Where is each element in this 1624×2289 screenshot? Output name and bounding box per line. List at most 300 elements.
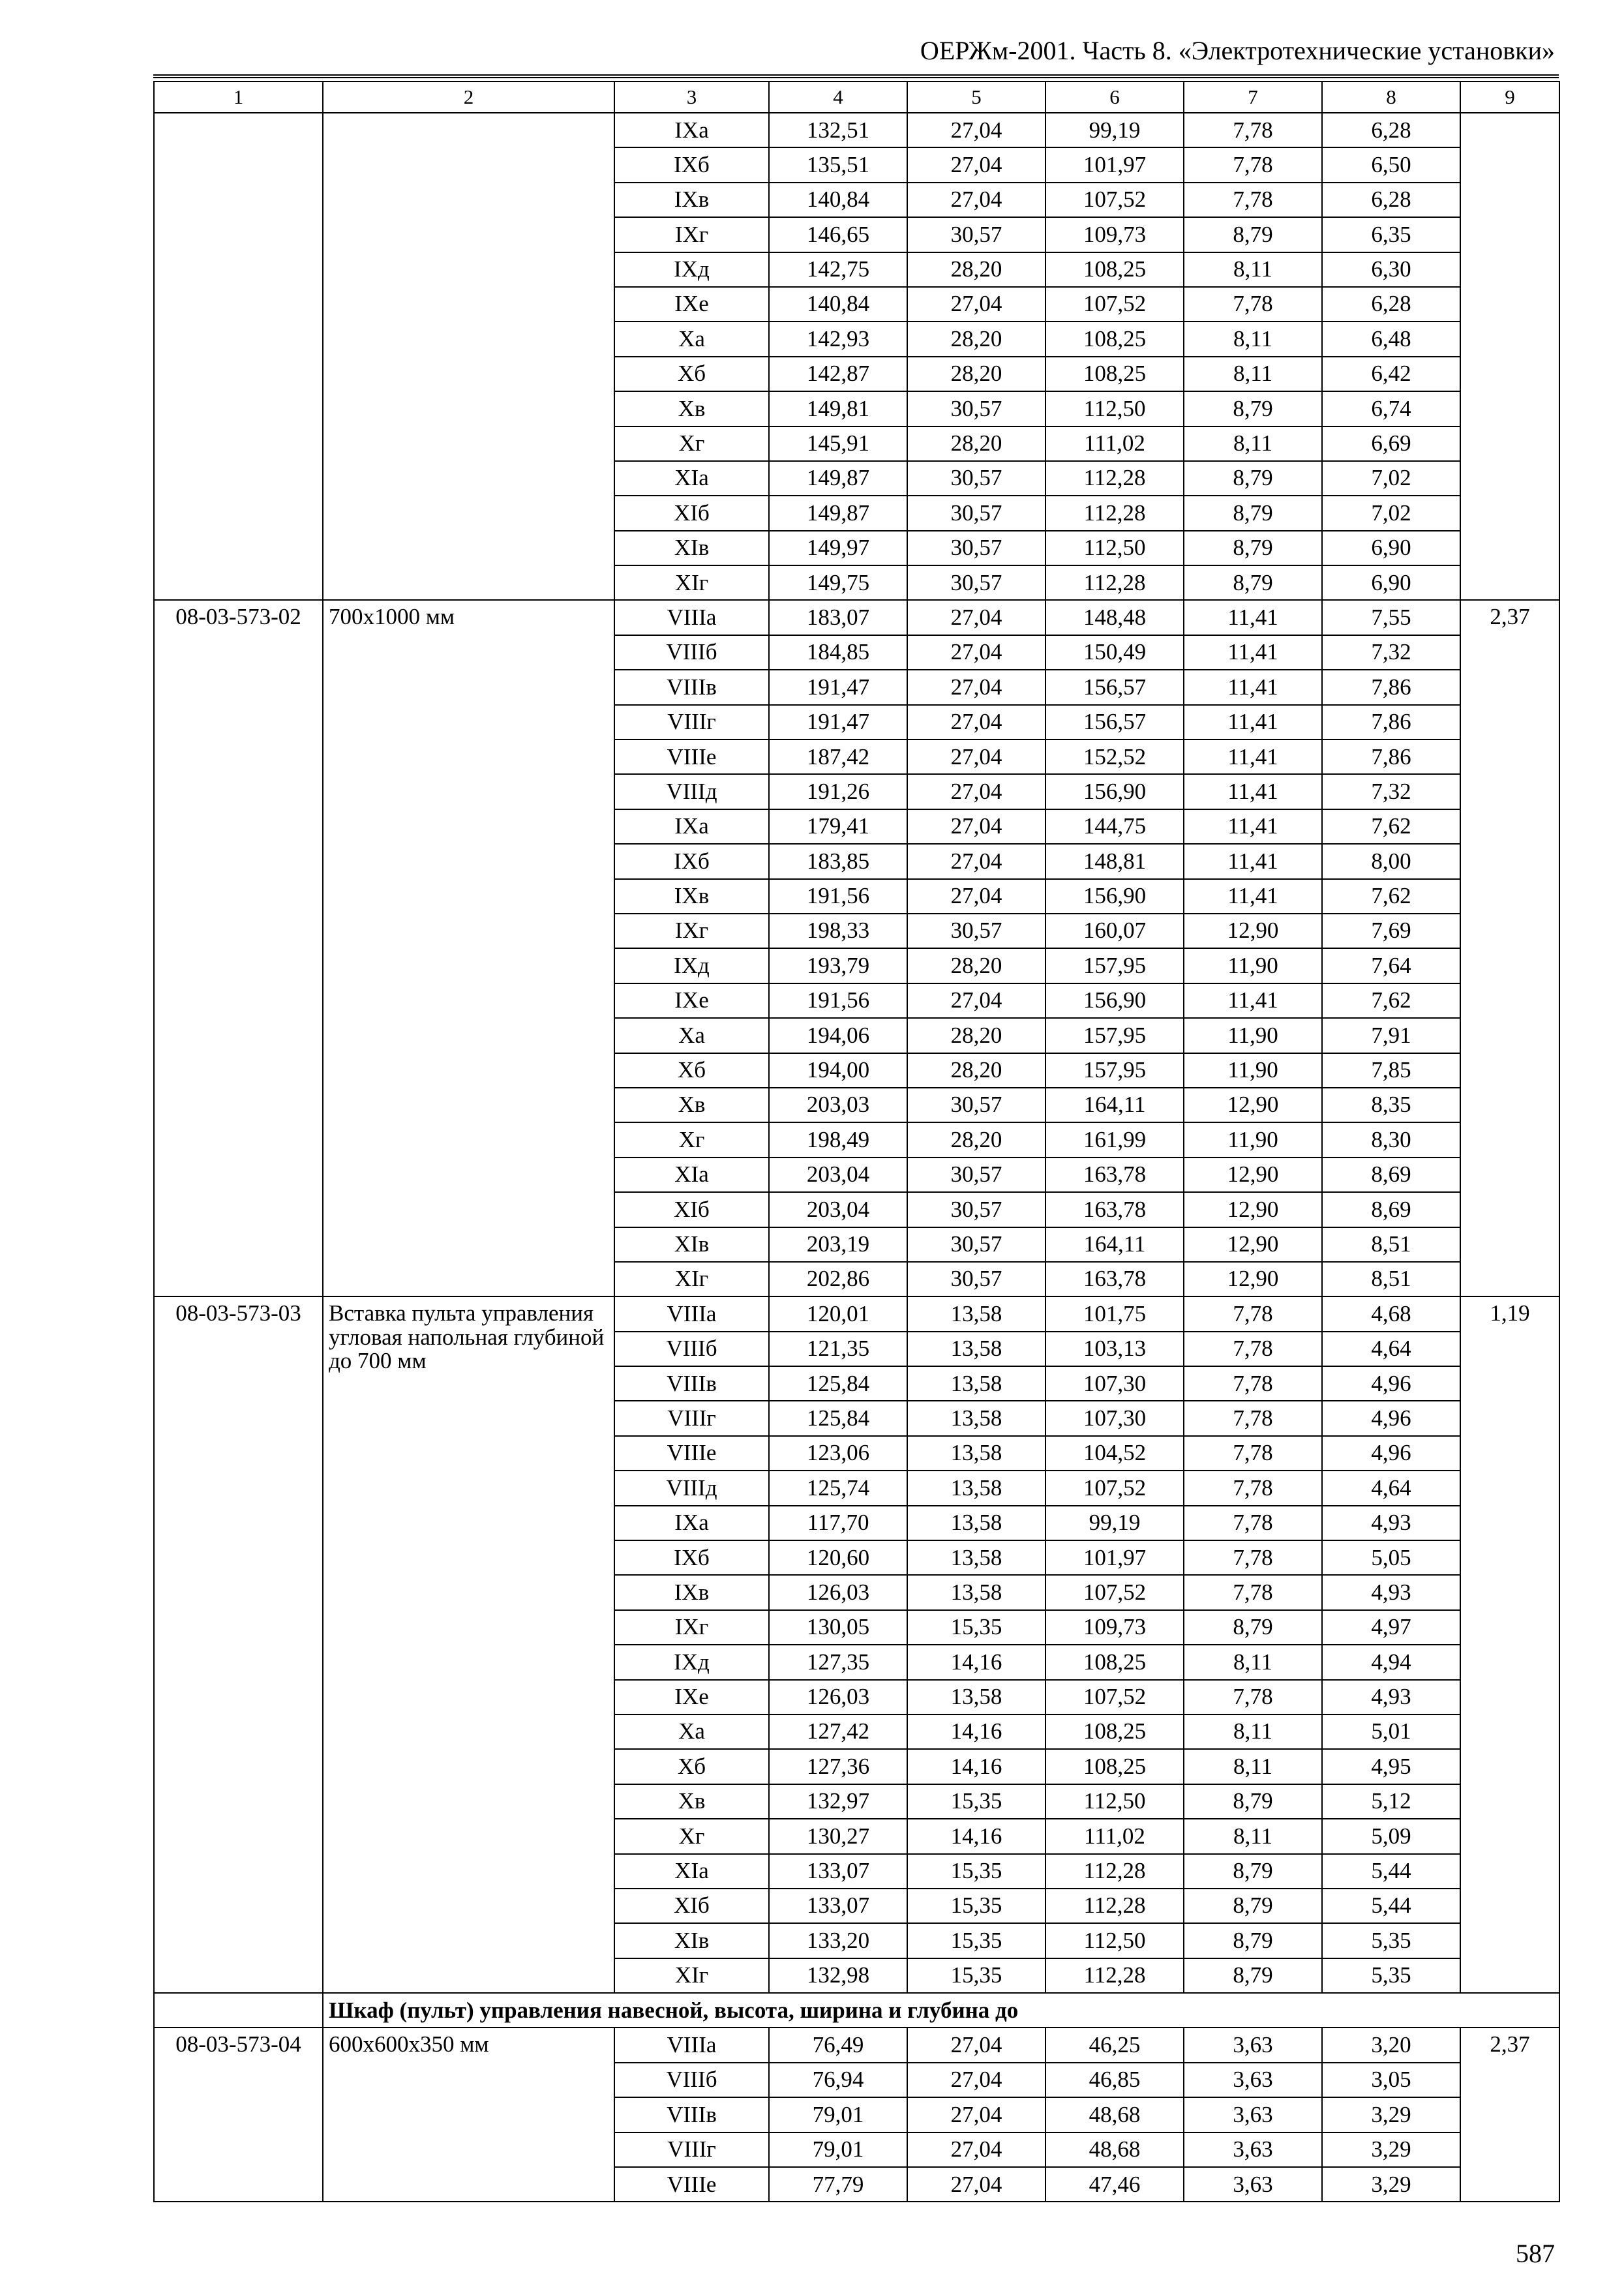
value-cell: 48,68	[1045, 2097, 1184, 2132]
value-cell: 7,78	[1184, 1332, 1322, 1366]
value-cell: 145,91	[769, 426, 907, 461]
value-cell: 150,49	[1045, 635, 1184, 670]
value-cell: 108,25	[1045, 1645, 1184, 1679]
region-code: IXа	[614, 809, 769, 844]
value-cell: 7,32	[1322, 774, 1460, 809]
value-cell: 198,33	[769, 914, 907, 948]
value-cell: 5,01	[1322, 1714, 1460, 1749]
value-cell: 187,42	[769, 740, 907, 774]
value-cell: 191,47	[769, 670, 907, 704]
value-cell: 149,75	[769, 565, 907, 600]
value-cell: 30,57	[907, 461, 1045, 496]
value-cell: 6,50	[1322, 147, 1460, 182]
value-cell: 7,78	[1184, 1680, 1322, 1714]
value-cell: 140,84	[769, 287, 907, 322]
section-spacer-cell	[154, 1993, 323, 2027]
rate-description	[323, 113, 614, 600]
value-cell: 13,58	[907, 1575, 1045, 1609]
column-number: 5	[907, 82, 1045, 113]
rates-table	[153, 81, 1560, 2202]
section-row	[154, 1993, 1559, 2027]
region-code: IXг	[614, 914, 769, 948]
value-cell: 6,42	[1322, 357, 1460, 391]
value-cell: 126,03	[769, 1575, 907, 1609]
region-code: VIIIг	[614, 2132, 769, 2167]
value-cell: 13,58	[907, 1296, 1045, 1331]
value-cell: 46,85	[1045, 2063, 1184, 2097]
value-cell: 3,05	[1322, 2063, 1460, 2097]
value-cell: 30,57	[907, 1088, 1045, 1122]
region-code: VIIIе	[614, 2167, 769, 2202]
value-cell: 120,60	[769, 1540, 907, 1575]
value-cell: 27,04	[907, 2027, 1045, 2062]
value-cell: 7,85	[1322, 1053, 1460, 1088]
value-cell: 14,16	[907, 1714, 1045, 1749]
region-code: VIIIв	[614, 1366, 769, 1401]
value-cell: 107,52	[1045, 1575, 1184, 1609]
value-cell: 184,85	[769, 635, 907, 670]
value-cell: 7,62	[1322, 879, 1460, 914]
value-cell: 13,58	[907, 1540, 1045, 1575]
value-cell: 79,01	[769, 2097, 907, 2132]
value-cell: 111,02	[1045, 426, 1184, 461]
value-cell: 179,41	[769, 809, 907, 844]
value-cell: 157,95	[1045, 1018, 1184, 1053]
value-cell: 5,35	[1322, 1958, 1460, 1993]
section-title: Шкаф (пульт) управления навесной, высота, ширина и глубина до	[323, 1993, 1559, 2027]
region-code: IXе	[614, 287, 769, 322]
value-cell: 11,41	[1184, 844, 1322, 878]
value-cell: 103,13	[1045, 1332, 1184, 1366]
value-cell: 8,79	[1184, 1958, 1322, 1993]
value-cell: 161,99	[1045, 1122, 1184, 1157]
region-code: Xб	[614, 1749, 769, 1784]
value-cell: 156,57	[1045, 670, 1184, 704]
value-cell: 27,04	[907, 147, 1045, 182]
value-cell: 27,04	[907, 844, 1045, 878]
value-cell: 11,41	[1184, 670, 1322, 704]
value-cell: 27,04	[907, 983, 1045, 1018]
value-cell: 7,78	[1184, 183, 1322, 217]
table-row	[154, 1296, 1559, 1331]
value-cell: 108,25	[1045, 322, 1184, 356]
region-code: VIIIе	[614, 1436, 769, 1471]
value-cell: 28,20	[907, 1018, 1045, 1053]
region-code: VIIIа	[614, 1296, 769, 1331]
value-cell: 6,28	[1322, 113, 1460, 147]
value-cell: 7,69	[1322, 914, 1460, 948]
value-cell: 4,97	[1322, 1610, 1460, 1645]
value-cell: 156,90	[1045, 774, 1184, 809]
value-cell: 149,87	[769, 496, 907, 530]
value-cell: 15,35	[907, 1610, 1045, 1645]
value-cell: 112,28	[1045, 1958, 1184, 1993]
rate-description: 700x1000 мм	[323, 600, 614, 1296]
value-cell: 144,75	[1045, 809, 1184, 844]
region-code: VIIIг	[614, 1401, 769, 1435]
table-row	[154, 113, 1559, 147]
value-cell: 77,79	[769, 2167, 907, 2202]
running-header: ОЕРЖм-2001. Часть 8. «Электротехнические установки»	[920, 36, 1555, 65]
value-cell: 15,35	[907, 1958, 1045, 1993]
value-cell: 8,79	[1184, 1854, 1322, 1889]
value-cell: 7,78	[1184, 1506, 1322, 1540]
value-cell: 4,95	[1322, 1749, 1460, 1784]
value-cell: 48,68	[1045, 2132, 1184, 2167]
value-cell: 194,00	[769, 1053, 907, 1088]
value-cell: 76,49	[769, 2027, 907, 2062]
value-cell: 8,11	[1184, 1645, 1322, 1679]
value-cell: 4,93	[1322, 1575, 1460, 1609]
value-cell: 7,62	[1322, 983, 1460, 1018]
region-code: XIб	[614, 496, 769, 530]
value-cell: 12,90	[1184, 1192, 1322, 1227]
value-cell: 4,64	[1322, 1332, 1460, 1366]
value-cell: 79,01	[769, 2132, 907, 2167]
value-cell: 104,52	[1045, 1436, 1184, 1471]
value-cell: 101,97	[1045, 1540, 1184, 1575]
region-code: VIIIв	[614, 2097, 769, 2132]
value-cell: 7,78	[1184, 1366, 1322, 1401]
region-code: Xв	[614, 1784, 769, 1819]
region-code: IXд	[614, 252, 769, 287]
value-cell: 112,50	[1045, 531, 1184, 565]
value-cell: 111,02	[1045, 1819, 1184, 1853]
value-cell: 149,87	[769, 461, 907, 496]
weight-value: 2,37	[1460, 600, 1559, 1296]
value-cell: 157,95	[1045, 948, 1184, 983]
value-cell: 14,16	[907, 1819, 1045, 1853]
column-number: 1	[154, 82, 323, 113]
weight-value: 2,37	[1460, 2027, 1559, 2202]
region-code: IXд	[614, 1645, 769, 1679]
value-cell: 7,02	[1322, 496, 1460, 530]
value-cell: 6,30	[1322, 252, 1460, 287]
value-cell: 194,06	[769, 1018, 907, 1053]
value-cell: 127,36	[769, 1749, 907, 1784]
column-number: 2	[323, 82, 614, 113]
value-cell: 8,11	[1184, 357, 1322, 391]
value-cell: 193,79	[769, 948, 907, 983]
value-cell: 130,27	[769, 1819, 907, 1853]
value-cell: 8,51	[1322, 1262, 1460, 1296]
value-cell: 121,35	[769, 1332, 907, 1366]
value-cell: 12,90	[1184, 1088, 1322, 1122]
value-cell: 8,79	[1184, 1923, 1322, 1958]
value-cell: 28,20	[907, 948, 1045, 983]
value-cell: 112,28	[1045, 565, 1184, 600]
value-cell: 15,35	[907, 1923, 1045, 1958]
value-cell: 8,79	[1184, 496, 1322, 530]
value-cell: 117,70	[769, 1506, 907, 1540]
rate-code	[154, 113, 323, 600]
value-cell: 107,52	[1045, 183, 1184, 217]
value-cell: 8,11	[1184, 426, 1322, 461]
value-cell: 15,35	[907, 1889, 1045, 1923]
value-cell: 156,57	[1045, 705, 1184, 740]
value-cell: 142,93	[769, 322, 907, 356]
value-cell: 27,04	[907, 879, 1045, 914]
value-cell: 6,28	[1322, 287, 1460, 322]
value-cell: 3,63	[1184, 2097, 1322, 2132]
region-code: Xв	[614, 391, 769, 426]
value-cell: 28,20	[907, 1122, 1045, 1157]
value-cell: 12,90	[1184, 1227, 1322, 1262]
value-cell: 7,78	[1184, 1296, 1322, 1331]
value-cell: 112,50	[1045, 391, 1184, 426]
value-cell: 125,84	[769, 1401, 907, 1435]
value-cell: 163,78	[1045, 1158, 1184, 1192]
weight-value	[1460, 113, 1559, 600]
value-cell: 8,11	[1184, 1714, 1322, 1749]
value-cell: 191,56	[769, 879, 907, 914]
region-code: XIа	[614, 1158, 769, 1192]
value-cell: 203,04	[769, 1192, 907, 1227]
value-cell: 109,73	[1045, 217, 1184, 252]
value-cell: 133,20	[769, 1923, 907, 1958]
value-cell: 30,57	[907, 1262, 1045, 1296]
table-row	[154, 600, 1559, 635]
value-cell: 148,48	[1045, 600, 1184, 635]
value-cell: 11,90	[1184, 1053, 1322, 1088]
value-cell: 8,35	[1322, 1088, 1460, 1122]
value-cell: 3,29	[1322, 2167, 1460, 2202]
value-cell: 3,29	[1322, 2097, 1460, 2132]
value-cell: 112,28	[1045, 1854, 1184, 1889]
region-code: VIIIб	[614, 2063, 769, 2097]
value-cell: 13,58	[907, 1401, 1045, 1435]
value-cell: 132,51	[769, 113, 907, 147]
region-code: VIIIв	[614, 670, 769, 704]
value-cell: 112,28	[1045, 461, 1184, 496]
value-cell: 135,51	[769, 147, 907, 182]
region-code: IXа	[614, 113, 769, 147]
value-cell: 8,79	[1184, 461, 1322, 496]
value-cell: 8,79	[1184, 217, 1322, 252]
region-code: Xг	[614, 1122, 769, 1157]
value-cell: 164,11	[1045, 1227, 1184, 1262]
value-cell: 108,25	[1045, 357, 1184, 391]
value-cell: 164,11	[1045, 1088, 1184, 1122]
value-cell: 6,90	[1322, 565, 1460, 600]
value-cell: 6,48	[1322, 322, 1460, 356]
rate-description: Вставка пульта управления угловая напольная глубиной до 700 мм	[323, 1296, 614, 1993]
region-code: XIг	[614, 1958, 769, 1993]
column-number: 6	[1045, 82, 1184, 113]
value-cell: 7,78	[1184, 1436, 1322, 1471]
value-cell: 3,63	[1184, 2132, 1322, 2167]
value-cell: 202,86	[769, 1262, 907, 1296]
value-cell: 3,63	[1184, 2167, 1322, 2202]
value-cell: 133,07	[769, 1889, 907, 1923]
value-cell: 152,52	[1045, 740, 1184, 774]
value-cell: 8,11	[1184, 1819, 1322, 1853]
value-cell: 112,28	[1045, 496, 1184, 530]
value-cell: 7,64	[1322, 948, 1460, 983]
value-cell: 6,35	[1322, 217, 1460, 252]
value-cell: 4,94	[1322, 1645, 1460, 1679]
rate-description: 600x600x350 мм	[323, 2027, 614, 2202]
value-cell: 15,35	[907, 1784, 1045, 1819]
value-cell: 203,04	[769, 1158, 907, 1192]
value-cell: 203,19	[769, 1227, 907, 1262]
value-cell: 4,96	[1322, 1436, 1460, 1471]
region-code: IXв	[614, 183, 769, 217]
region-code: Xа	[614, 1018, 769, 1053]
region-code: VIIIа	[614, 600, 769, 635]
region-code: XIа	[614, 461, 769, 496]
value-cell: 5,44	[1322, 1854, 1460, 1889]
value-cell: 146,65	[769, 217, 907, 252]
value-cell: 7,78	[1184, 1401, 1322, 1435]
value-cell: 12,90	[1184, 914, 1322, 948]
table-row	[154, 2027, 1559, 2062]
value-cell: 27,04	[907, 600, 1045, 635]
value-cell: 157,95	[1045, 1053, 1184, 1088]
value-cell: 107,52	[1045, 1680, 1184, 1714]
value-cell: 108,25	[1045, 252, 1184, 287]
value-cell: 11,41	[1184, 635, 1322, 670]
value-cell: 126,03	[769, 1680, 907, 1714]
value-cell: 27,04	[907, 670, 1045, 704]
value-cell: 13,58	[907, 1680, 1045, 1714]
region-code: IXа	[614, 1506, 769, 1540]
value-cell: 7,78	[1184, 147, 1322, 182]
value-cell: 125,84	[769, 1366, 907, 1401]
header-rule	[153, 74, 1559, 78]
value-cell: 47,46	[1045, 2167, 1184, 2202]
value-cell: 8,79	[1184, 565, 1322, 600]
value-cell: 109,73	[1045, 1610, 1184, 1645]
region-code: XIв	[614, 1227, 769, 1262]
region-code: VIIIг	[614, 705, 769, 740]
region-code: Xа	[614, 1714, 769, 1749]
value-cell: 5,05	[1322, 1540, 1460, 1575]
value-cell: 107,52	[1045, 287, 1184, 322]
value-cell: 76,94	[769, 2063, 907, 2097]
value-cell: 28,20	[907, 1053, 1045, 1088]
value-cell: 149,97	[769, 531, 907, 565]
value-cell: 11,90	[1184, 1018, 1322, 1053]
region-code: IXд	[614, 948, 769, 983]
region-code: VIIIд	[614, 1471, 769, 1505]
value-cell: 163,78	[1045, 1192, 1184, 1227]
value-cell: 46,25	[1045, 2027, 1184, 2062]
value-cell: 27,04	[907, 287, 1045, 322]
value-cell: 13,58	[907, 1436, 1045, 1471]
value-cell: 107,30	[1045, 1366, 1184, 1401]
value-cell: 123,06	[769, 1436, 907, 1471]
value-cell: 6,74	[1322, 391, 1460, 426]
rate-code: 08-03-573-04	[154, 2027, 323, 2202]
value-cell: 7,78	[1184, 113, 1322, 147]
region-code: Xв	[614, 1088, 769, 1122]
value-cell: 4,96	[1322, 1401, 1460, 1435]
value-cell: 28,20	[907, 322, 1045, 356]
value-cell: 11,41	[1184, 983, 1322, 1018]
region-code: IXв	[614, 879, 769, 914]
value-cell: 27,04	[907, 705, 1045, 740]
value-cell: 8,11	[1184, 322, 1322, 356]
value-cell: 27,04	[907, 183, 1045, 217]
value-cell: 8,51	[1322, 1227, 1460, 1262]
column-number: 3	[614, 82, 769, 113]
value-cell: 14,16	[907, 1749, 1045, 1784]
value-cell: 191,26	[769, 774, 907, 809]
value-cell: 132,98	[769, 1958, 907, 1993]
region-code: XIг	[614, 565, 769, 600]
value-cell: 132,97	[769, 1784, 907, 1819]
value-cell: 6,69	[1322, 426, 1460, 461]
region-code: XIв	[614, 531, 769, 565]
value-cell: 160,07	[1045, 914, 1184, 948]
region-code: VIIIд	[614, 774, 769, 809]
value-cell: 14,16	[907, 1645, 1045, 1679]
value-cell: 133,07	[769, 1854, 907, 1889]
region-code: XIа	[614, 1854, 769, 1889]
value-cell: 11,41	[1184, 705, 1322, 740]
rate-code: 08-03-573-02	[154, 600, 323, 1296]
value-cell: 30,57	[907, 531, 1045, 565]
value-cell: 156,90	[1045, 983, 1184, 1018]
region-code: IXг	[614, 1610, 769, 1645]
value-cell: 5,09	[1322, 1819, 1460, 1853]
region-code: IXб	[614, 844, 769, 878]
value-cell: 99,19	[1045, 113, 1184, 147]
region-code: IXе	[614, 1680, 769, 1714]
value-cell: 30,57	[907, 1192, 1045, 1227]
value-cell: 125,74	[769, 1471, 907, 1505]
value-cell: 198,49	[769, 1122, 907, 1157]
value-cell: 12,90	[1184, 1158, 1322, 1192]
value-cell: 3,63	[1184, 2027, 1322, 2062]
value-cell: 28,20	[907, 357, 1045, 391]
value-cell: 11,41	[1184, 600, 1322, 635]
page-number: 587	[1516, 2239, 1555, 2268]
value-cell: 7,86	[1322, 705, 1460, 740]
value-cell: 30,57	[907, 1158, 1045, 1192]
value-cell: 112,50	[1045, 1923, 1184, 1958]
value-cell: 27,04	[907, 2063, 1045, 2097]
value-cell: 11,41	[1184, 809, 1322, 844]
value-cell: 140,84	[769, 183, 907, 217]
value-cell: 163,78	[1045, 1262, 1184, 1296]
value-cell: 7,62	[1322, 809, 1460, 844]
value-cell: 3,29	[1322, 2132, 1460, 2167]
region-code: XIв	[614, 1923, 769, 1958]
region-code: IXг	[614, 217, 769, 252]
value-cell: 8,79	[1184, 1784, 1322, 1819]
value-cell: 120,01	[769, 1296, 907, 1331]
value-cell: 203,03	[769, 1088, 907, 1122]
value-cell: 27,04	[907, 635, 1045, 670]
column-number: 9	[1460, 82, 1559, 113]
value-cell: 27,04	[907, 774, 1045, 809]
value-cell: 8,30	[1322, 1122, 1460, 1157]
value-cell: 11,41	[1184, 879, 1322, 914]
region-code: Xб	[614, 1053, 769, 1088]
value-cell: 27,04	[907, 2167, 1045, 2202]
value-cell: 3,63	[1184, 2063, 1322, 2097]
value-cell: 7,78	[1184, 287, 1322, 322]
column-number: 8	[1322, 82, 1460, 113]
value-cell: 11,90	[1184, 948, 1322, 983]
value-cell: 148,81	[1045, 844, 1184, 878]
region-code: IXв	[614, 1575, 769, 1609]
value-cell: 30,57	[907, 565, 1045, 600]
value-cell: 8,79	[1184, 1889, 1322, 1923]
value-cell: 27,04	[907, 113, 1045, 147]
